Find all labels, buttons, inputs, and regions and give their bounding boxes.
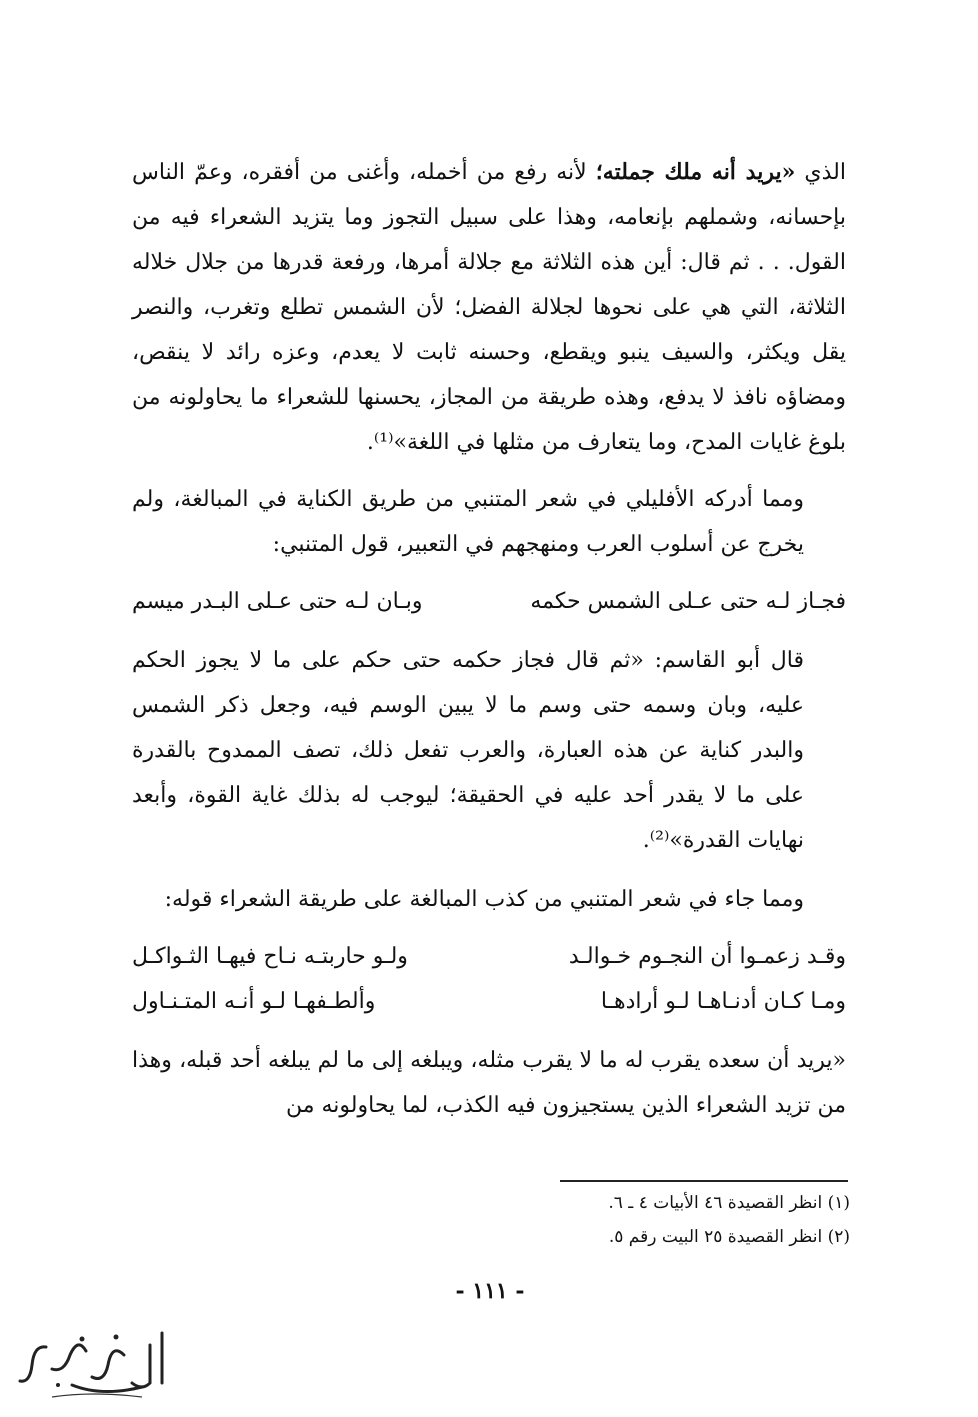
footnote-separator bbox=[560, 1180, 848, 1182]
stamp-calligraphy-icon bbox=[12, 1325, 172, 1405]
footnotes bbox=[400, 1186, 850, 1254]
verse-1-first-hemistich: فجـاز لـه حتى عـلى الشمس حكمه bbox=[530, 589, 846, 614]
verse-3-first-hemistich: ومـا كـان أدنـاهـا لـو أرادهـا bbox=[600, 989, 846, 1014]
footnote-2: (٢) انظر القصيدة ٢٥ البيت رقم ٥. bbox=[608, 1227, 850, 1247]
verse-1-second-hemistich: وبـان لـه حتى عـلى البـدر ميسم bbox=[132, 589, 423, 614]
verse-line-3 bbox=[132, 979, 846, 1024]
paragraph-1-bold-quote: «يريد أنه ملك جملته؛ bbox=[595, 159, 796, 185]
verse-2-first-hemistich: وقـد زعمـوا أن النجـوم خـوالـد bbox=[568, 944, 846, 969]
paragraph-4: ومما جاء في شعر المتنبي من كذب المبالغة على طريقة الشعراء قوله: bbox=[164, 887, 804, 912]
paragraph-1-lead: الذي bbox=[795, 160, 846, 185]
verse-3-second-hemistich: وألطـفهـا لـو أنـه المتـنـاول bbox=[132, 989, 376, 1014]
verse-2-second-hemistich: ولـو حاربتـه نـاح فيهـا الثـواكـل bbox=[132, 944, 408, 969]
paragraph-3: قال أبو القاسم: «ثم قال فجاز حكمه حتى حكم على ما لا يجوز الحكم عليه، وبان وسمه حتى وسم ما لا يبين الوسم فيه، وجعل ذكر الشمس والبدر كناية عن هذه العبارة، والعرب تفعل ذلك، تصف الممدوح بالقدرة على ما لا يقدر أحد عليه في الحقيقة؛ ليوجب له بذلك غاية القوة، وأبعد نهايات القدرة»⁽²⁾. bbox=[132, 648, 804, 853]
paragraph-1-rest: لأنه رفع من أخمله، وأغنى من أفقره، وعمّ الناس بإحسانه، وشملهم بإنعامه، وهذا على سبيل التجوز وما يتزيد الشعراء فيه من القول. . . ثم قال: أين هذه الثلاثة مع جلالة أمرها، ورفعة قدرها من جلال خلاله الثلاثة، التي هي على نحوها لجلالة الفضل؛ لأن الشمس تطلع وتغرب، والنصر يقل ويكثر، والسيف ينبو ويقطع، وحسنه ثابت لا يعدم، وعزه رائد لا ينقص، ومضاؤه نافذ لا يدفع، وهذه طريقة من المجاز، يحسنها للشعراء ما يحاولونه من بلوغ غايات المدح، وما يتعارف من مثلها في اللغة»⁽¹⁾. bbox=[132, 160, 846, 455]
page-number: - ١١١ - bbox=[455, 1278, 525, 1304]
footnote-1: (١) انظر القصيدة ٤٦ الأبيات ٤ ـ ٦. bbox=[608, 1193, 850, 1213]
verse-block-2 bbox=[132, 934, 846, 1024]
calligraphy-stamp-logo bbox=[12, 1325, 172, 1405]
verse-line-2 bbox=[132, 934, 846, 979]
verse-block-1 bbox=[132, 579, 846, 624]
paragraph-1 bbox=[132, 150, 846, 465]
verse-line-1 bbox=[132, 579, 846, 624]
paragraph-2: ومما أدركه الأفليلي في شعر المتنبي من طريق الكناية في المبالغة، ولم يخرج عن أسلوب العرب ومنهجهم في التعبير، قول المتنبي: bbox=[132, 487, 804, 557]
main-text bbox=[132, 150, 846, 1128]
paragraph-5: «يريد أن سعده يقرب له ما لا يقرب مثله، ويبلغه إلى ما لم يبلغه أحد قبله، وهذا من تزيد الشعراء الذين يستجيزون فيه الكذب، لما يحاولونه من bbox=[132, 1048, 846, 1118]
